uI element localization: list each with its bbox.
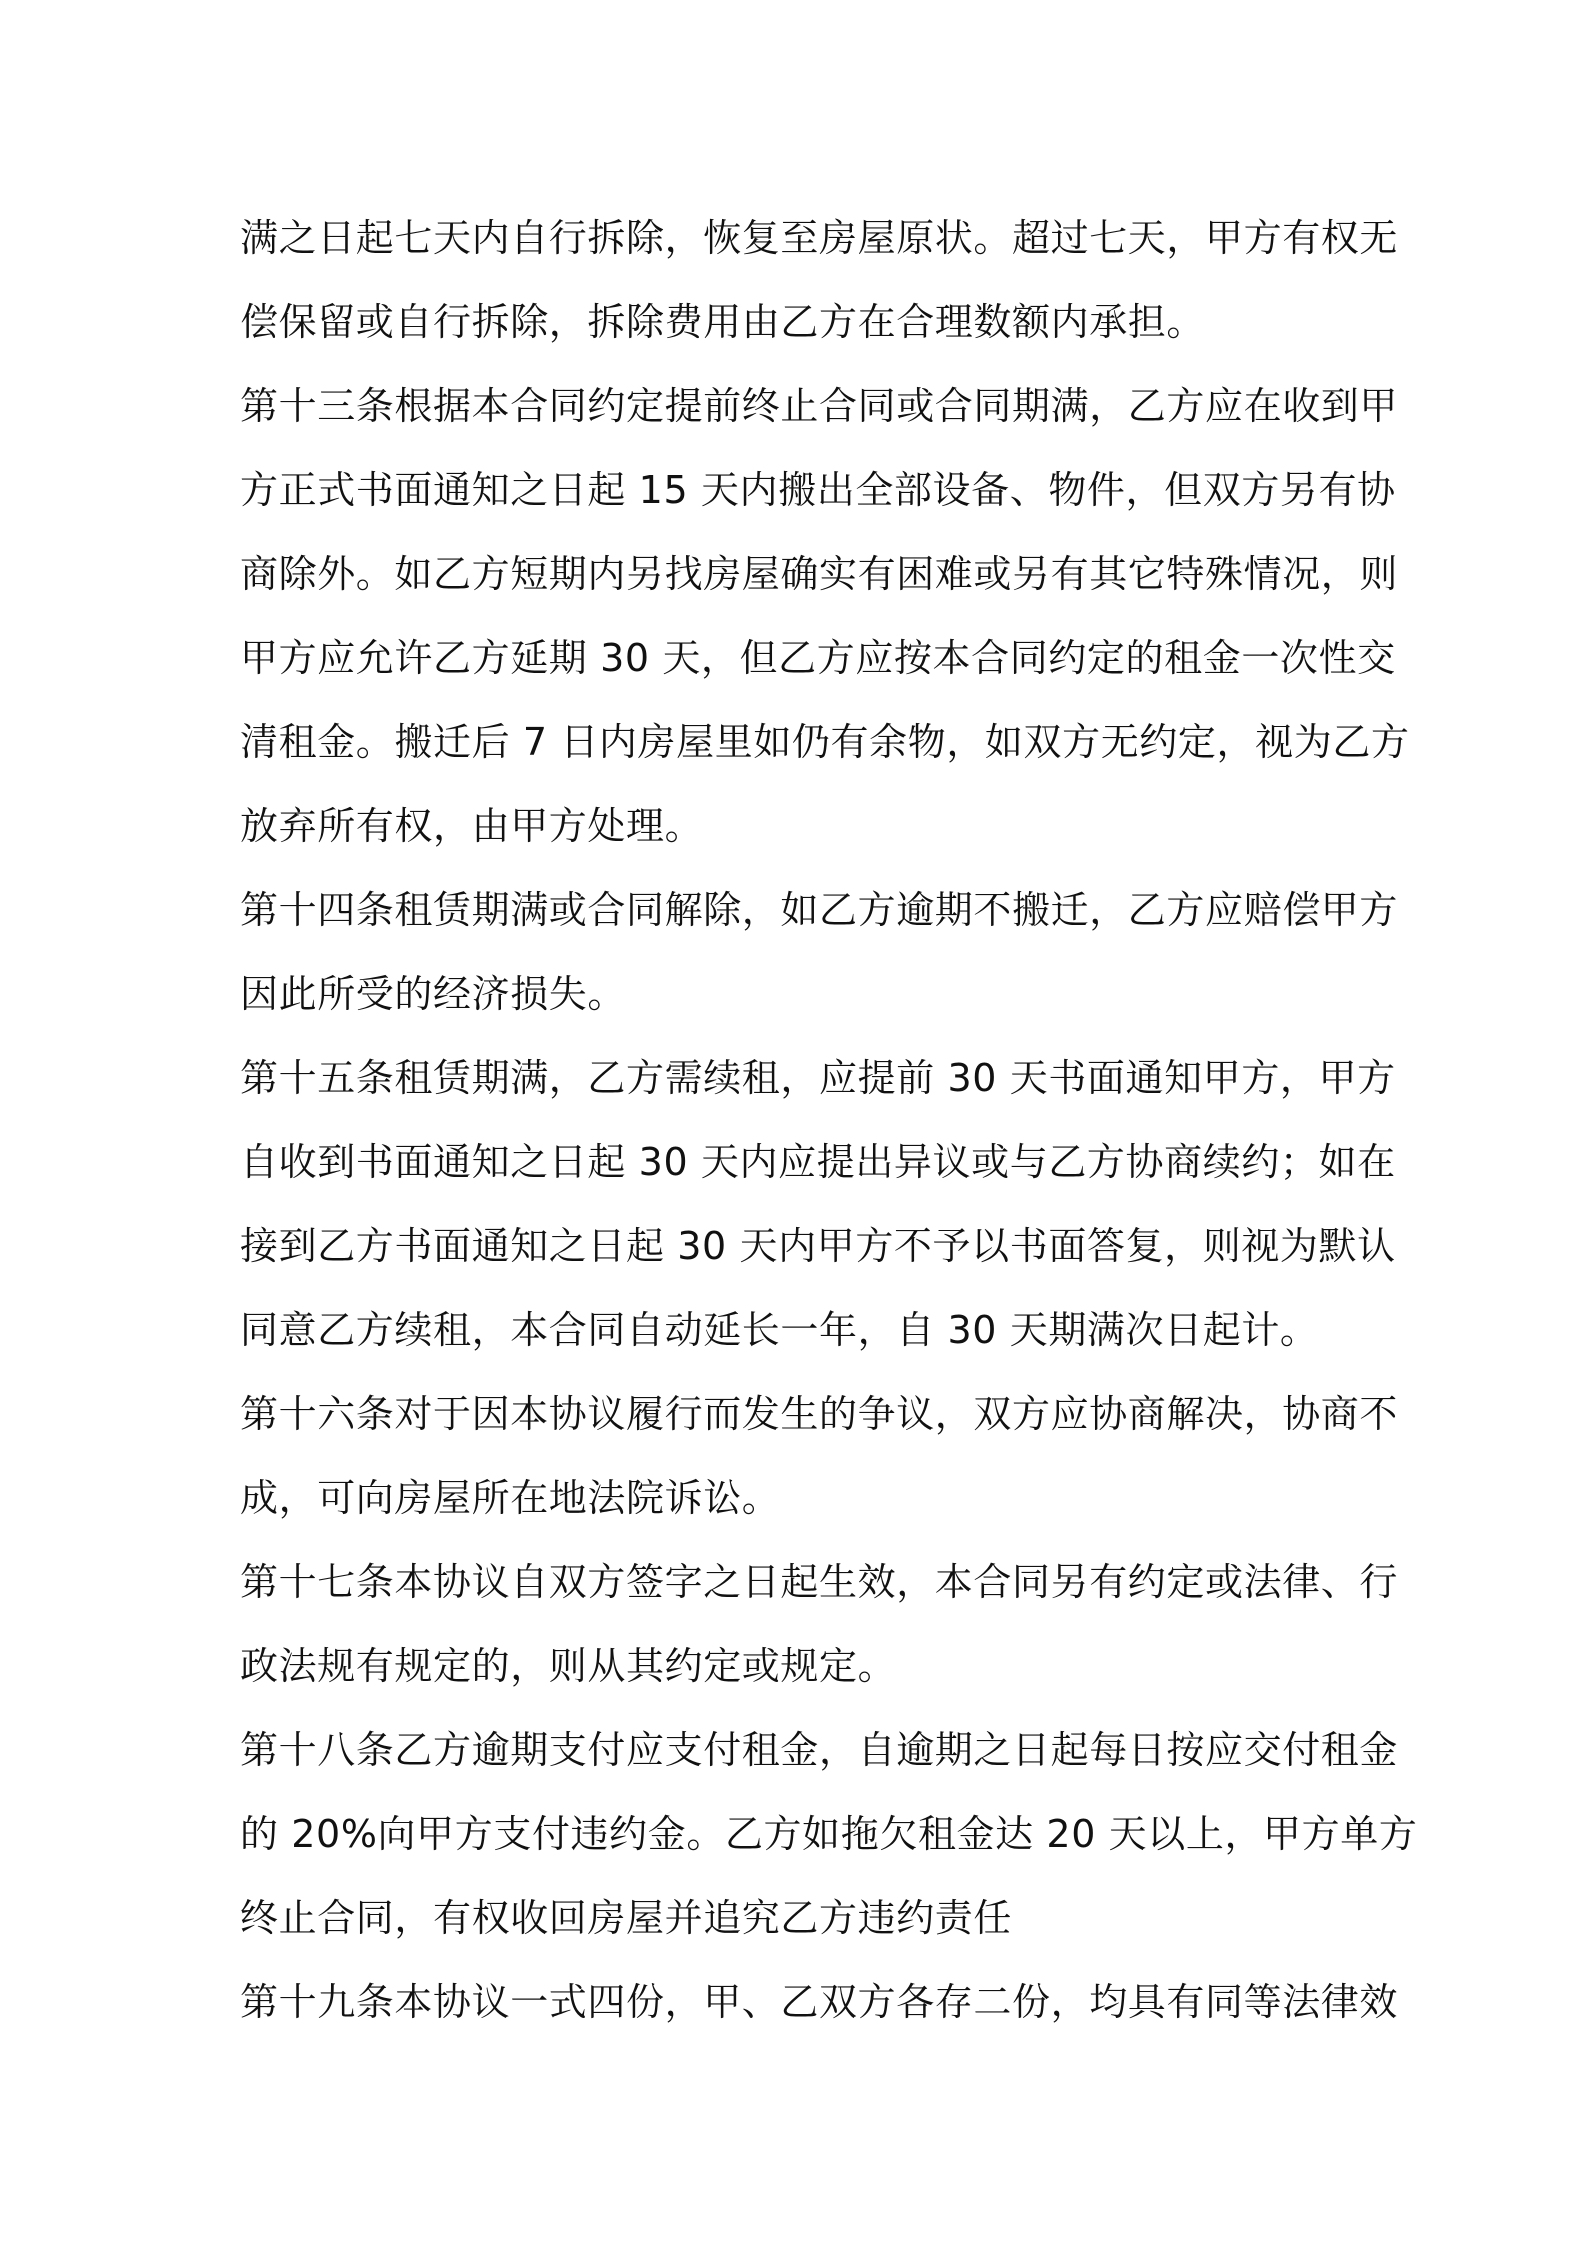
text-line: 政法规有规定的，则从其约定或规定。 bbox=[240, 1644, 897, 1688]
text-line: 商除外。如乙方短期内另找房屋确实有困难或另有其它特殊情况，则 bbox=[240, 552, 1399, 596]
text-line: 第十五条租赁期满，乙方需续租，应提前 30 天书面通知甲方，甲方 bbox=[240, 1056, 1396, 1100]
text-line: 清租金。搬迁后 7 日内房屋里如仍有余物，如双方无约定，视为乙方 bbox=[240, 720, 1410, 764]
text-line: 第十三条根据本合同约定提前终止合同或合同期满，乙方应在收到甲 bbox=[240, 384, 1399, 428]
text-line: 第十四条租赁期满或合同解除，如乙方逾期不搬迁，乙方应赔偿甲方 bbox=[240, 888, 1399, 932]
text-line: 第十八条乙方逾期支付应支付租金，自逾期之日起每日按应交付租金 bbox=[240, 1728, 1399, 1772]
text-line: 终止合同，有权收回房屋并追究乙方违约责任 bbox=[240, 1896, 1013, 1940]
text-line: 方正式书面通知之日起 15 天内搬出全部设备、物件，但双方另有协 bbox=[240, 468, 1396, 512]
text-line: 第十九条本协议一式四份，甲、乙双方各存二份，均具有同等法律效 bbox=[240, 1980, 1399, 2024]
text-line: 自收到书面通知之日起 30 天内应提出异议或与乙方协商续约；如在 bbox=[240, 1140, 1396, 1184]
text-line: 第十六条对于因本协议履行而发生的争议，双方应协商解决，协商不 bbox=[240, 1392, 1399, 1436]
text-line: 偿保留或自行拆除，拆除费用由乙方在合理数额内承担。 bbox=[240, 300, 1206, 344]
text-line: 的 20%向甲方支付违约金。乙方如拖欠租金达 20 天以上，甲方单方 bbox=[240, 1812, 1418, 1856]
text-line: 成，可向房屋所在地法院诉讼。 bbox=[240, 1476, 781, 1520]
text-line: 接到乙方书面通知之日起 30 天内甲方不予以书面答复，则视为默认 bbox=[240, 1224, 1396, 1268]
text-line: 第十七条本协议自双方签字之日起生效，本合同另有约定或法律、行 bbox=[240, 1560, 1399, 1604]
text-line: 同意乙方续租，本合同自动延长一年，自 30 天期满次日起计。 bbox=[240, 1308, 1319, 1352]
text-line: 满之日起七天内自行拆除，恢复至房屋原状。超过七天，甲方有权无 bbox=[240, 216, 1399, 260]
text-line: 放弃所有权，由甲方处理。 bbox=[240, 804, 704, 848]
text-line: 因此所受的经济损失。 bbox=[240, 972, 627, 1016]
contract-body bbox=[240, 196, 1418, 2044]
text-line: 甲方应允许乙方延期 30 天，但乙方应按本合同约定的租金一次性交 bbox=[240, 636, 1396, 680]
